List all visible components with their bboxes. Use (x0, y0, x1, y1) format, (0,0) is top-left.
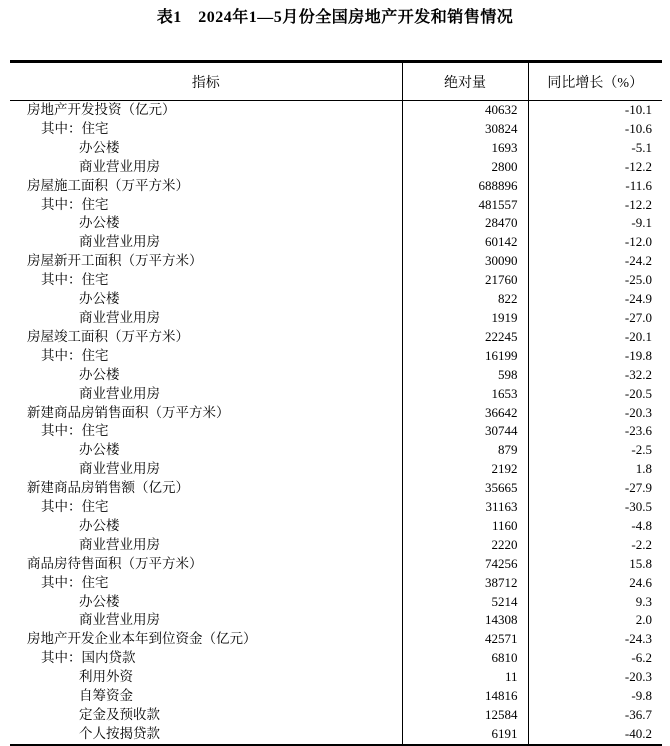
absolute-value-cell: 35665 (402, 479, 528, 498)
table-row (10, 441, 662, 460)
indicator-cell: 办公楼 (79, 215, 120, 231)
absolute-value-cell: 1693 (402, 139, 528, 158)
growth-cell: -23.6 (528, 422, 662, 441)
indicator-cell: 办公楼 (79, 139, 120, 155)
table-row (10, 593, 662, 612)
absolute-value-cell: 30744 (402, 422, 528, 441)
indicator-cell: 房屋施工面积（万平方米） (27, 177, 189, 193)
indicator-cell: 其中：住宅 (41, 423, 109, 439)
indicator-cell: 商业营业用房 (79, 234, 160, 250)
absolute-value-cell: 6810 (402, 649, 528, 668)
indicator-cell: 商业营业用房 (79, 158, 160, 174)
indicator-cell: 其中：住宅 (41, 196, 109, 212)
growth-cell: -24.9 (528, 290, 662, 309)
page-title: 表1 2024年1—5月份全国房地产开发和销售情况 (156, 9, 514, 26)
growth-cell: -20.5 (528, 385, 662, 404)
table-row (10, 517, 662, 536)
indicator-cell: 新建商品房销售额（亿元） (27, 480, 189, 496)
absolute-value-cell: 40632 (402, 101, 528, 120)
growth-cell: -20.1 (528, 328, 662, 347)
indicator-cell: 房屋竣工面积（万平方米） (27, 328, 189, 344)
absolute-value-cell: 481557 (402, 196, 528, 215)
indicator-cell: 商业营业用房 (79, 309, 160, 325)
absolute-value-cell: 14308 (402, 611, 528, 630)
indicator-cell: 办公楼 (79, 517, 120, 533)
table-row (10, 498, 662, 517)
absolute-value-cell: 688896 (402, 177, 528, 196)
absolute-value-cell: 11 (402, 668, 528, 687)
absolute-value-cell: 879 (402, 441, 528, 460)
header-absolute-value: 绝对量 (402, 62, 528, 101)
growth-cell: -25.0 (528, 271, 662, 290)
indicator-cell: 房地产开发企业本年到位资金（亿元） (27, 631, 257, 647)
absolute-value-cell: 12584 (402, 706, 528, 725)
table-row (10, 687, 662, 706)
growth-cell: -12.0 (528, 233, 662, 252)
indicator-cell: 自筹资金 (79, 688, 133, 704)
table-row (10, 309, 662, 328)
table-row (10, 536, 662, 555)
table-row (10, 385, 662, 404)
absolute-value-cell: 6191 (402, 725, 528, 745)
table-row (10, 611, 662, 630)
absolute-value-cell: 74256 (402, 555, 528, 574)
table-row (10, 555, 662, 574)
table-body (10, 101, 662, 746)
growth-cell: -40.2 (528, 725, 662, 745)
table-row (10, 214, 662, 233)
table-row (10, 158, 662, 177)
absolute-value-cell: 1653 (402, 385, 528, 404)
absolute-value-cell: 2192 (402, 460, 528, 479)
absolute-value-cell: 30090 (402, 252, 528, 271)
indicator-cell: 商业营业用房 (79, 385, 160, 401)
absolute-value-cell: 36642 (402, 404, 528, 423)
absolute-value-cell: 21760 (402, 271, 528, 290)
growth-cell: -6.2 (528, 649, 662, 668)
indicator-cell: 新建商品房销售面积（万平方米） (27, 404, 230, 420)
growth-cell: -9.8 (528, 687, 662, 706)
table-row (10, 366, 662, 385)
table-row (10, 177, 662, 196)
indicator-cell: 其中：住宅 (41, 499, 109, 515)
indicator-cell: 商业营业用房 (79, 461, 160, 477)
header-indicator: 指标 (10, 62, 402, 101)
indicator-cell: 办公楼 (79, 366, 120, 382)
growth-cell: -5.1 (528, 139, 662, 158)
growth-cell: -10.1 (528, 101, 662, 120)
indicator-cell: 利用外资 (79, 669, 133, 685)
growth-cell: 15.8 (528, 555, 662, 574)
table-row (10, 668, 662, 687)
table-row (10, 271, 662, 290)
table-row (10, 328, 662, 347)
growth-cell: -36.7 (528, 706, 662, 725)
growth-cell: -12.2 (528, 158, 662, 177)
indicator-cell: 定金及预收款 (79, 707, 160, 722)
growth-cell: -19.8 (528, 347, 662, 366)
indicator-cell: 商业营业用房 (79, 536, 160, 552)
growth-cell: -12.2 (528, 196, 662, 215)
table-row (10, 574, 662, 593)
table-row (10, 233, 662, 252)
table-header-row (10, 62, 662, 101)
stats-table (10, 60, 662, 746)
growth-cell: -11.6 (528, 177, 662, 196)
growth-cell: 2.0 (528, 611, 662, 630)
table-row (10, 139, 662, 158)
indicator-cell: 其中：住宅 (41, 574, 109, 590)
absolute-value-cell: 1160 (402, 517, 528, 536)
absolute-value-cell: 31163 (402, 498, 528, 517)
indicator-cell: 商业营业用房 (79, 612, 160, 628)
table-row (10, 422, 662, 441)
header-yoy-growth: 同比增长（%） (528, 62, 662, 101)
indicator-cell: 办公楼 (79, 442, 120, 458)
indicator-cell: 商品房待售面积（万平方米） (27, 555, 203, 571)
growth-cell: 1.8 (528, 460, 662, 479)
table-row (10, 196, 662, 215)
growth-cell: -24.3 (528, 630, 662, 649)
absolute-value-cell: 1919 (402, 309, 528, 328)
absolute-value-cell: 2800 (402, 158, 528, 177)
table-row (10, 120, 662, 139)
growth-cell: -10.6 (528, 120, 662, 139)
indicator-cell: 办公楼 (79, 593, 120, 609)
growth-cell: -2.2 (528, 536, 662, 555)
indicator-cell: 办公楼 (79, 291, 120, 307)
growth-cell: -4.8 (528, 517, 662, 536)
indicator-cell: 其中：国内贷款 (41, 650, 136, 666)
table-row (10, 252, 662, 271)
growth-cell: 24.6 (528, 574, 662, 593)
absolute-value-cell: 16199 (402, 347, 528, 366)
table-row (10, 706, 662, 725)
growth-cell: -27.0 (528, 309, 662, 328)
growth-cell: -9.1 (528, 214, 662, 233)
table-row (10, 101, 662, 120)
growth-cell: 9.3 (528, 593, 662, 612)
table-row (10, 347, 662, 366)
growth-cell: -20.3 (528, 404, 662, 423)
absolute-value-cell: 598 (402, 366, 528, 385)
growth-cell: -2.5 (528, 441, 662, 460)
indicator-cell: 房屋新开工面积（万平方米） (27, 253, 203, 269)
absolute-value-cell: 14816 (402, 687, 528, 706)
absolute-value-cell: 22245 (402, 328, 528, 347)
indicator-cell: 其中：住宅 (41, 272, 109, 288)
table-row (10, 630, 662, 649)
growth-cell: -20.3 (528, 668, 662, 687)
table-row (10, 404, 662, 423)
absolute-value-cell: 30824 (402, 120, 528, 139)
table-header (10, 62, 662, 101)
absolute-value-cell: 822 (402, 290, 528, 309)
table-row (10, 725, 662, 745)
table-row (10, 460, 662, 479)
table-row (10, 290, 662, 309)
indicator-cell: 个人按揭贷款 (79, 725, 160, 741)
absolute-value-cell: 2220 (402, 536, 528, 555)
indicator-cell: 其中：住宅 (41, 347, 109, 363)
indicator-cell: 房地产开发投资（亿元） (27, 102, 176, 117)
absolute-value-cell: 5214 (402, 593, 528, 612)
absolute-value-cell: 42571 (402, 630, 528, 649)
absolute-value-cell: 60142 (402, 233, 528, 252)
growth-cell: -24.2 (528, 252, 662, 271)
growth-cell: -27.9 (528, 479, 662, 498)
table-row (10, 649, 662, 668)
indicator-cell: 其中：住宅 (41, 120, 109, 136)
table-row (10, 479, 662, 498)
growth-cell: -30.5 (528, 498, 662, 517)
growth-cell: -32.2 (528, 366, 662, 385)
absolute-value-cell: 38712 (402, 574, 528, 593)
absolute-value-cell: 28470 (402, 214, 528, 233)
